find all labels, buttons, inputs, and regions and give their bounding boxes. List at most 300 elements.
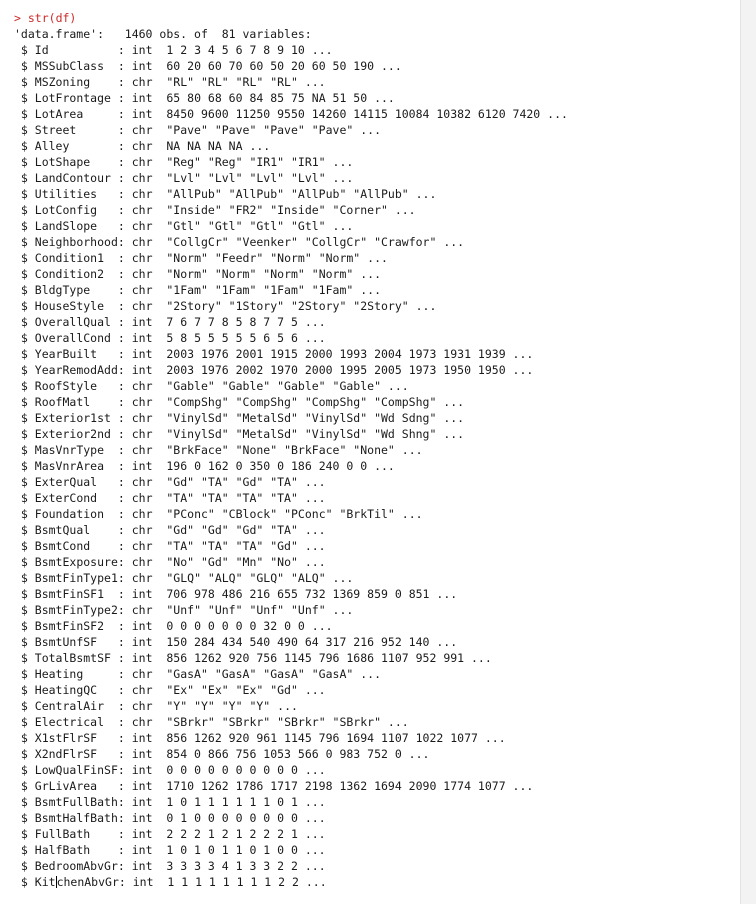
dollar-marker: $ [14, 523, 35, 537]
variable-values: 1 0 1 1 1 1 1 1 0 1 ... [166, 795, 326, 809]
variable-values: "Gtl" "Gtl" "Gtl" "Gtl" ... [166, 219, 354, 233]
variable-row [14, 474, 740, 490]
variable-name: LotShape [34, 155, 91, 169]
dollar-marker: $ [14, 363, 35, 377]
type-padding [153, 363, 167, 377]
type-padding [153, 491, 167, 505]
variable-type: chr [131, 187, 153, 201]
variable-name: HalfBath [34, 843, 91, 857]
variable-type: chr [131, 171, 153, 185]
type-padding [153, 411, 167, 425]
variable-type: chr [131, 523, 153, 537]
dollar-marker: $ [14, 267, 35, 281]
name-padding: : [48, 43, 132, 57]
variable-type: int [131, 459, 153, 473]
dollar-marker: $ [14, 75, 35, 89]
type-padding [154, 875, 168, 889]
variable-type: chr [131, 475, 153, 489]
variable-type: chr [131, 427, 153, 441]
type-padding [153, 43, 167, 57]
type-padding [153, 827, 167, 841]
variable-type: int [131, 651, 153, 665]
name-padding: : [104, 619, 132, 633]
variable-name: Heating [34, 667, 84, 681]
variable-type: chr [131, 539, 153, 553]
variable-values: 1710 1262 1786 1717 2198 1362 1694 2090 1774 1077 ... [166, 779, 534, 793]
variable-name: LandSlope [34, 219, 98, 233]
dollar-marker: $ [14, 475, 35, 489]
type-padding [153, 267, 167, 281]
variable-values: "Norm" "Feedr" "Norm" "Norm" ... [166, 251, 388, 265]
variable-type: int [131, 107, 153, 121]
variable-type: chr [131, 699, 153, 713]
dollar-marker: $ [14, 299, 35, 313]
type-padding [153, 395, 167, 409]
name-padding: : [83, 667, 132, 681]
variable-values: 0 0 0 0 0 0 0 32 0 0 ... [166, 619, 333, 633]
type-padding [153, 539, 167, 553]
variable-type: int [132, 875, 154, 889]
dollar-marker: $ [14, 331, 35, 345]
variable-values: "SBrkr" "SBrkr" "SBrkr" "SBrkr" ... [166, 715, 409, 729]
type-padding [153, 811, 167, 825]
variable-row [14, 122, 740, 138]
dollar-marker: $ [14, 763, 35, 777]
type-padding [153, 91, 167, 105]
name-padding: : [97, 635, 132, 649]
dollar-marker: $ [14, 427, 35, 441]
variable-name: X2ndFlrSF [34, 747, 98, 761]
variable-values: "CollgCr" "Veenker" "CollgCr" "Crawfor" ... [166, 235, 465, 249]
variable-type: chr [131, 155, 153, 169]
variable-row [14, 698, 740, 714]
type-padding [153, 843, 167, 857]
variable-type: int [131, 795, 153, 809]
name-padding: : [97, 219, 132, 233]
variable-row [14, 42, 740, 58]
dollar-marker: $ [14, 507, 35, 521]
variable-type: chr [131, 379, 153, 393]
variable-type: chr [131, 683, 153, 697]
variable-values: 856 1262 920 961 1145 796 1694 1107 1022 1077 ... [166, 731, 506, 745]
variable-values: "TA" "TA" "TA" "Gd" ... [166, 539, 326, 553]
variable-type: int [131, 331, 153, 345]
variable-row [14, 858, 740, 874]
name-padding: : [83, 107, 132, 121]
variable-type: chr [131, 283, 153, 297]
dollar-marker: $ [14, 795, 35, 809]
dollar-marker: $ [14, 219, 35, 233]
variable-name: Neighborhood [34, 235, 118, 249]
name-padding: : [97, 779, 132, 793]
variable-row [14, 842, 740, 858]
variable-name: Street [34, 123, 77, 137]
variable-row [14, 506, 740, 522]
type-padding [153, 859, 167, 873]
variable-row [14, 90, 740, 106]
variable-type: int [131, 859, 153, 873]
dollar-marker: $ [14, 555, 35, 569]
variable-values: "Gd" "TA" "Gd" "TA" ... [166, 475, 326, 489]
dollar-marker: $ [14, 283, 35, 297]
variable-type: chr [131, 299, 153, 313]
name-padding: : [104, 715, 132, 729]
variable-row [14, 794, 740, 810]
variable-name: MSZoning [34, 75, 91, 89]
name-padding: : [117, 571, 132, 585]
type-padding [153, 123, 167, 137]
variable-type: chr [131, 491, 153, 505]
variable-type: int [131, 59, 153, 73]
dollar-marker: $ [14, 43, 35, 57]
dollar-marker: $ [14, 667, 35, 681]
variable-name: HouseStyle [34, 299, 105, 313]
variable-values: "TA" "TA" "TA" "TA" ... [166, 491, 326, 505]
variable-values: "BrkFace" "None" "BrkFace" "None" ... [166, 443, 423, 457]
type-padding [153, 379, 167, 393]
dollar-marker: $ [14, 443, 35, 457]
variable-values: "PConc" "CBlock" "PConc" "BrkTil" ... [166, 507, 423, 521]
type-padding [153, 731, 167, 745]
variable-values: "Lvl" "Lvl" "Lvl" "Lvl" ... [166, 171, 354, 185]
variable-name: X1stFlrSF [34, 731, 98, 745]
variable-values: "Y" "Y" "Y" "Y" ... [166, 699, 298, 713]
type-padding [153, 443, 167, 457]
variable-name: BsmtHalfBath [34, 811, 118, 825]
variable-type: chr [131, 219, 153, 233]
variable-values: "Ex" "Ex" "Ex" "Gd" ... [166, 683, 326, 697]
type-padding [153, 235, 167, 249]
variable-name: BsmtFinType1 [34, 571, 118, 585]
variable-name: LotFrontage [34, 91, 111, 105]
variable-name: LotArea [34, 107, 84, 121]
name-padding: : [90, 539, 132, 553]
variable-type: int [131, 635, 153, 649]
name-padding: : [110, 315, 132, 329]
name-padding: : [117, 603, 132, 617]
variable-values: 60 20 60 70 60 50 20 60 50 190 ... [166, 59, 402, 73]
dollar-marker: $ [14, 203, 35, 217]
type-padding [153, 763, 167, 777]
variable-list [14, 42, 740, 890]
variable-name: Electrical [34, 715, 105, 729]
name-padding: : [90, 395, 132, 409]
variable-row [14, 490, 740, 506]
variable-row [14, 266, 740, 282]
variable-row [14, 282, 740, 298]
type-padding [153, 715, 167, 729]
type-padding [153, 603, 167, 617]
variable-type: chr [131, 715, 153, 729]
variable-type: int [131, 811, 153, 825]
variable-values: 1 2 3 4 5 6 7 8 9 10 ... [166, 43, 333, 57]
variable-type: int [131, 43, 153, 57]
variable-row [14, 762, 740, 778]
variable-values: 3 3 3 3 4 1 3 3 2 2 ... [166, 859, 326, 873]
name-padding: : [97, 203, 132, 217]
type-padding [153, 299, 167, 313]
dollar-marker: $ [14, 635, 35, 649]
variable-row [14, 602, 740, 618]
dollar-marker: $ [14, 811, 35, 825]
variable-type: chr [131, 251, 153, 265]
text-cursor [56, 876, 57, 888]
dollar-marker: $ [14, 779, 35, 793]
variable-type: int [131, 843, 153, 857]
type-padding [153, 667, 167, 681]
variable-name: CentralAir [34, 699, 105, 713]
type-padding [153, 523, 167, 537]
type-padding [153, 747, 167, 761]
variable-row [14, 634, 740, 650]
variable-name: LandContour [34, 171, 111, 185]
name-padding: : [104, 267, 132, 281]
dollar-marker: $ [14, 395, 35, 409]
variable-values: "AllPub" "AllPub" "AllPub" "AllPub" ... [166, 187, 437, 201]
type-padding [153, 571, 167, 585]
variable-row [14, 106, 740, 122]
variable-row [14, 458, 740, 474]
variable-name: MSSubClass [34, 59, 105, 73]
variable-values: "Pave" "Pave" "Pave" "Pave" ... [166, 123, 381, 137]
variable-name: MasVnrArea [34, 459, 105, 473]
variable-values: "Gd" "Gd" "Gd" "TA" ... [166, 523, 326, 537]
variable-values: "Reg" "Reg" "IR1" "IR1" ... [166, 155, 354, 169]
variable-row [14, 202, 740, 218]
variable-type: int [131, 747, 153, 761]
variable-values: "1Fam" "1Fam" "1Fam" "1Fam" ... [166, 283, 381, 297]
variable-name: ExterCond [34, 491, 98, 505]
variable-name: BsmtFinType2 [34, 603, 118, 617]
variable-name: TotalBsmtSF [34, 651, 111, 665]
variable-name: FullBath [34, 827, 91, 841]
variable-row [14, 58, 740, 74]
dollar-marker: $ [14, 107, 35, 121]
variable-row [14, 346, 740, 362]
type-padding [153, 459, 167, 473]
variable-name: LowQualFinSF [34, 763, 118, 777]
variable-row [14, 234, 740, 250]
variable-row [14, 586, 740, 602]
variable-row [14, 186, 740, 202]
structure-summary: 'data.frame': 1460 obs. of 81 variables: [14, 27, 312, 41]
name-padding: : [117, 235, 132, 249]
variable-type: int [131, 315, 153, 329]
variable-name: KitchenAbvGr [34, 875, 119, 889]
variable-row [14, 426, 740, 442]
dollar-marker: $ [14, 731, 35, 745]
variable-name: BsmtUnfSF [34, 635, 98, 649]
variable-values: NA NA NA NA ... [166, 139, 271, 153]
variable-row [14, 394, 740, 410]
variable-type: chr [131, 267, 153, 281]
variable-values: "CompShg" "CompShg" "CompShg" "CompShg" ... [166, 395, 465, 409]
name-padding: : [104, 59, 132, 73]
dollar-marker: $ [14, 491, 35, 505]
name-padding: : [117, 795, 132, 809]
variable-values: 854 0 866 756 1053 566 0 983 752 0 ... [166, 747, 430, 761]
variable-row [14, 522, 740, 538]
variable-type: int [131, 91, 153, 105]
command-text: str(df) [27, 11, 77, 25]
variable-name: Exterior1st [34, 411, 111, 425]
variable-values: "VinylSd" "MetalSd" "VinylSd" "Wd Sdng" ... [166, 411, 465, 425]
variable-values: "No" "Gd" "Mn" "No" ... [166, 555, 326, 569]
type-padding [153, 171, 167, 185]
variable-values: "2Story" "1Story" "2Story" "2Story" ... [166, 299, 437, 313]
variable-name: OverallCond [34, 331, 111, 345]
variable-name: BsmtFullBath [34, 795, 118, 809]
variable-row [14, 250, 740, 266]
command-line [14, 10, 740, 26]
variable-row [14, 218, 740, 234]
name-padding: : [97, 731, 132, 745]
variable-name: YearBuilt [34, 347, 98, 361]
variable-values: 706 978 486 216 655 732 1369 859 0 851 ... [166, 587, 458, 601]
name-padding: : [90, 827, 132, 841]
type-padding [153, 75, 167, 89]
type-padding [153, 507, 167, 521]
dollar-marker: $ [14, 715, 35, 729]
variable-row [14, 778, 740, 794]
variable-values: 7 6 7 7 8 5 8 7 7 5 ... [166, 315, 326, 329]
type-padding [153, 283, 167, 297]
name-padding: : [90, 843, 132, 857]
name-padding: : [97, 347, 132, 361]
type-padding [153, 795, 167, 809]
name-padding: : [76, 123, 132, 137]
variable-name: RoofMatl [34, 395, 91, 409]
variable-type: int [131, 779, 153, 793]
prompt-symbol: > [14, 11, 21, 25]
variable-type: chr [131, 75, 153, 89]
dollar-marker: $ [14, 827, 35, 841]
variable-name: BsmtFinSF2 [34, 619, 105, 633]
variable-name: BsmtFinSF1 [34, 587, 105, 601]
type-padding [153, 651, 167, 665]
variable-row [14, 666, 740, 682]
dollar-marker: $ [14, 539, 35, 553]
type-padding [153, 587, 167, 601]
variable-values: "Norm" "Norm" "Norm" "Norm" ... [166, 267, 382, 281]
variable-name: YearRemodAdd [34, 363, 118, 377]
variable-type: int [131, 347, 153, 361]
name-padding: : [97, 475, 132, 489]
name-padding: : [117, 811, 132, 825]
variable-name: BedroomAbvGr [34, 859, 118, 873]
type-padding [153, 475, 167, 489]
name-padding: : [104, 459, 132, 473]
variable-name: Id [34, 43, 49, 57]
variable-values: 5 8 5 5 5 5 5 6 5 6 ... [166, 331, 326, 345]
variable-row [14, 74, 740, 90]
variable-values: 8450 9600 11250 9550 14260 14115 10084 10382 6120 7420 ... [166, 107, 568, 121]
variable-name: BsmtCond [34, 539, 91, 553]
dollar-marker: $ [14, 571, 35, 585]
variable-values: 1 1 1 1 1 1 1 1 2 2 ... [167, 875, 327, 889]
variable-type: chr [131, 235, 153, 249]
variable-row [14, 170, 740, 186]
name-padding: : [118, 875, 133, 889]
name-padding: : [97, 187, 132, 201]
variable-values: "Inside" "FR2" "Inside" "Corner" ... [166, 203, 416, 217]
dollar-marker: $ [14, 683, 35, 697]
dollar-marker: $ [14, 139, 35, 153]
variable-row [14, 826, 740, 842]
dollar-marker: $ [14, 235, 35, 249]
dollar-marker: $ [14, 699, 35, 713]
variable-type: int [131, 587, 153, 601]
type-padding [153, 203, 167, 217]
variable-name: Condition2 [34, 267, 105, 281]
variable-values: 2003 1976 2001 1915 2000 1993 2004 1973 1931 1939 ... [166, 347, 534, 361]
name-padding: : [97, 491, 132, 505]
variable-row [14, 810, 740, 826]
variable-values: 856 1262 920 756 1145 796 1686 1107 952 991 ... [166, 651, 492, 665]
variable-type: chr [131, 555, 153, 569]
variable-type: chr [131, 603, 153, 617]
dollar-marker: $ [14, 251, 35, 265]
dollar-marker: $ [14, 875, 35, 889]
variable-type: chr [131, 443, 153, 457]
dollar-marker: $ [14, 171, 35, 185]
name-padding: : [104, 443, 132, 457]
variable-values: 2003 1976 2002 1970 2000 1995 2005 1973 1950 1950 ... [166, 363, 534, 377]
variable-row [14, 314, 740, 330]
name-padding: : [90, 523, 132, 537]
type-padding [153, 683, 167, 697]
variable-row [14, 298, 740, 314]
variable-type: int [131, 619, 153, 633]
variable-row [14, 714, 740, 730]
type-padding [153, 619, 167, 633]
variable-type: chr [131, 507, 153, 521]
variable-values: "GasA" "GasA" "GasA" "GasA" ... [166, 667, 381, 681]
variable-row [14, 154, 740, 170]
name-padding: : [90, 75, 132, 89]
variable-type: chr [131, 395, 153, 409]
name-padding: : [104, 587, 132, 601]
type-padding [153, 187, 167, 201]
variable-row [14, 682, 740, 698]
variable-values: "VinylSd" "MetalSd" "VinylSd" "Wd Shng" ... [166, 427, 465, 441]
variable-name: OverallQual [34, 315, 111, 329]
name-padding: : [117, 363, 132, 377]
variable-name: BldgType [34, 283, 91, 297]
name-padding: : [117, 555, 132, 569]
type-padding [153, 219, 167, 233]
variable-type: chr [131, 139, 153, 153]
variable-values: 0 1 0 0 0 0 0 0 0 0 ... [166, 811, 326, 825]
variable-row [14, 874, 740, 890]
dollar-marker: $ [14, 603, 35, 617]
variable-type: chr [131, 571, 153, 585]
type-padding [153, 155, 167, 169]
variable-name: MasVnrType [34, 443, 105, 457]
variable-values: 0 0 0 0 0 0 0 0 0 0 ... [166, 763, 326, 777]
variable-row [14, 618, 740, 634]
variable-name: Exterior2nd [34, 427, 111, 441]
name-padding: : [90, 283, 132, 297]
dollar-marker: $ [14, 619, 35, 633]
variable-row [14, 138, 740, 154]
variable-row [14, 378, 740, 394]
variable-values: 2 2 2 1 2 1 2 2 2 1 ... [166, 827, 326, 841]
vertical-scrollbar[interactable] [740, 0, 756, 904]
variable-values: 1 0 1 0 1 1 0 1 0 0 ... [166, 843, 326, 857]
variable-name: ExterQual [34, 475, 98, 489]
variable-values: 65 80 68 60 84 85 75 NA 51 50 ... [166, 91, 395, 105]
